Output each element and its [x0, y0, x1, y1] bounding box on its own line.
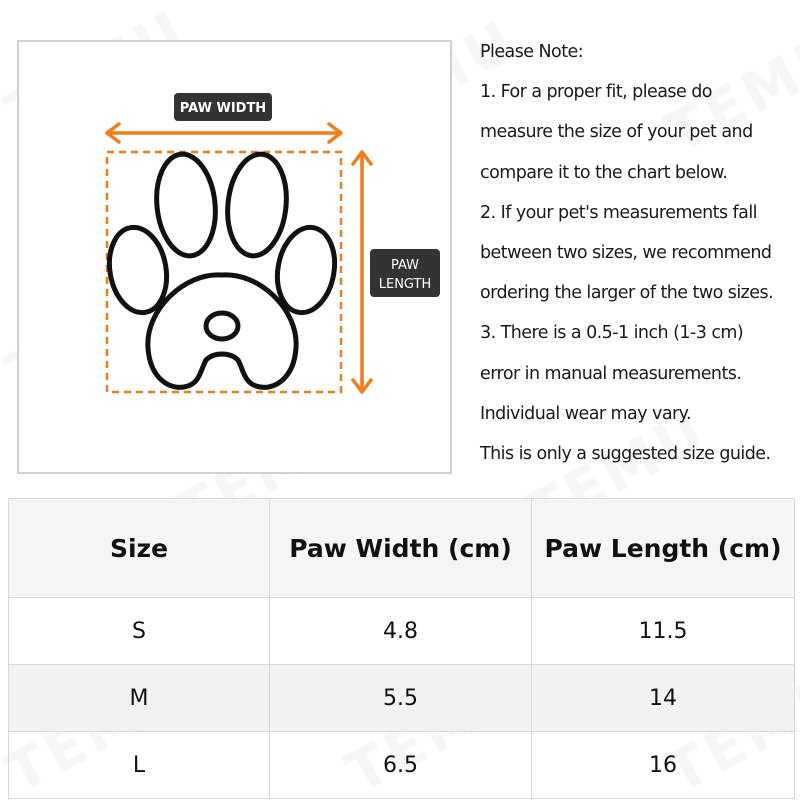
cell-size: L	[9, 732, 270, 799]
cell-paw-width: 4.8	[270, 598, 532, 665]
paw-width-label: PAW WIDTH	[179, 101, 267, 116]
notes-line: 1. For a proper fit, please do	[480, 82, 712, 103]
notes-line: This is only a suggested size guide.	[480, 444, 771, 465]
header-size: Size	[9, 499, 270, 598]
paw-length-label-line2: LENGTH	[378, 277, 432, 292]
header-paw-length: Paw Length (cm)	[532, 499, 795, 598]
notes-line: measure the size of your pet and	[480, 122, 753, 143]
size-table	[8, 498, 795, 799]
paw-width-arrow	[107, 124, 341, 142]
notes-heading: Please Note:	[480, 42, 584, 62]
paw-length-label-line1: PAW	[390, 258, 420, 273]
notes-line: error in manual measurements.	[480, 363, 742, 384]
cell-paw-length: 14	[532, 665, 795, 732]
notes-line: 3. There is a 0.5-1 inch (1-3 cm)	[480, 323, 744, 344]
notes-line: 2. If your pet's measurements fall	[480, 202, 757, 223]
paw-print-icon	[103, 151, 341, 387]
cell-paw-length: 11.5	[532, 598, 795, 665]
notes-line: between two sizes, we recommend	[480, 243, 772, 264]
header-paw-width: Paw Width (cm)	[270, 499, 532, 598]
cell-size: M	[9, 665, 270, 732]
table-row	[9, 732, 795, 799]
notes-line: Individual wear may vary.	[480, 403, 691, 424]
table-header-row	[9, 499, 795, 598]
paw-diagram	[17, 40, 452, 474]
cell-size: S	[9, 598, 270, 665]
paw-diagram-svg	[19, 42, 450, 472]
cell-paw-width: 5.5	[270, 665, 532, 732]
paw-length-arrow	[353, 152, 371, 392]
cell-paw-width: 6.5	[270, 732, 532, 799]
notes-line: ordering the larger of the two sizes.	[480, 283, 774, 304]
table-row	[9, 598, 795, 665]
notes-line: compare it to the chart below.	[480, 162, 728, 183]
table-row	[9, 665, 795, 732]
cell-paw-length: 16	[532, 732, 795, 799]
notes-panel	[480, 32, 800, 474]
